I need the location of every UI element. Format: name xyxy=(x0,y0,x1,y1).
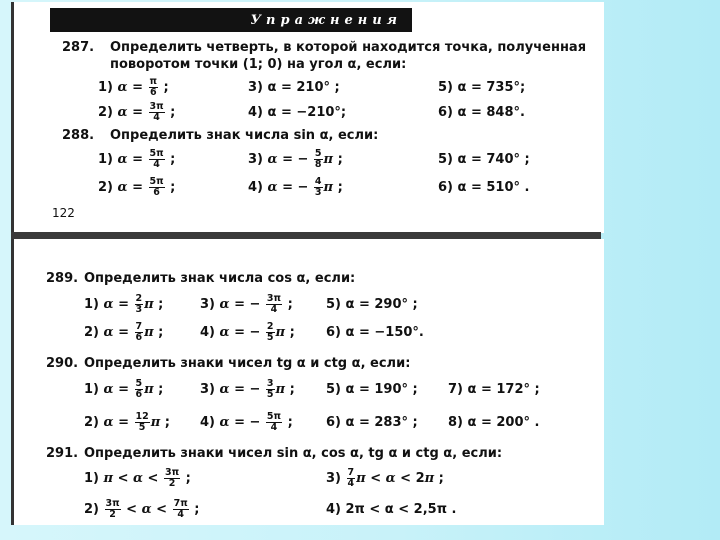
exercise-number: 288. xyxy=(62,128,95,143)
exercise-291-title xyxy=(46,446,502,462)
exercise-number: 290. xyxy=(46,356,79,371)
ex290-item-8: 8) α = 200° . xyxy=(448,414,540,430)
page-number: 122 xyxy=(52,206,75,220)
ex291-item-3: 3) $\frac{7}{4}$ π < α < 2 π ; xyxy=(326,466,444,489)
exercise-text: Определить четверть, в которой находится точка, полученная xyxy=(110,40,587,55)
exercise-290-title xyxy=(46,356,410,372)
ex289-item-3: 3) α = − $\frac{3\pi}{4}$ ; xyxy=(200,292,293,315)
exercise-text: поворотом точки (1; 0) на угол α, если: xyxy=(110,57,407,72)
ex288-item-3: 3) α = − $\frac{5}{8}$ π ; xyxy=(248,147,343,170)
ex289-item-1: 1) α = $\frac{2}{3}$ π ; xyxy=(84,292,164,315)
ex290-item-7: 7) α = 172° ; xyxy=(448,381,540,397)
section-title: Упражнения xyxy=(250,12,402,28)
ex288-item-5: 5) α = 740° ; xyxy=(438,151,530,167)
ex291-item-2: 2) $\frac{3\pi}{2}$ < α < $\frac{7\pi}{4}$ ; xyxy=(84,497,200,520)
ex290-item-4: 4) α = − $\frac{5\pi}{4}$ ; xyxy=(200,410,293,433)
exercise-text: Определить знак числа cos α, если: xyxy=(84,271,356,286)
exercise-287-title-cont xyxy=(110,57,406,73)
exercise-text: Определить знак числа sin α, если: xyxy=(110,128,379,143)
section-header xyxy=(50,8,412,32)
exercise-number: 291. xyxy=(46,446,79,461)
ex291-item-4: 4) 2π < α < 2,5π . xyxy=(326,501,457,517)
ex288-item-2: 2) α = $\frac{5\pi}{6}$ ; xyxy=(98,175,176,198)
ex287-item-6: 6) α = 848°. xyxy=(438,104,525,120)
ex290-item-1: 1) α = $\frac{5}{6}$ π ; xyxy=(84,377,164,400)
ex289-item-2: 2) α = $\frac{7}{6}$ π ; xyxy=(84,320,164,343)
ex287-item-2: 2) α = $\frac{3\pi}{4}$ ; xyxy=(98,100,176,123)
exercise-287-title xyxy=(62,40,586,56)
ex289-item-6: 6) α = −150°. xyxy=(326,324,424,340)
ex287-item-5: 5) α = 735°; xyxy=(438,79,526,95)
exercise-289-title xyxy=(46,271,355,287)
ex289-item-5: 5) α = 290° ; xyxy=(326,296,418,312)
ex287-item-3: 3) α = 210° ; xyxy=(248,79,340,95)
exercise-number: 287. xyxy=(62,40,95,55)
ex291-item-1: 1) π < α < $\frac{3\pi}{2}$ ; xyxy=(84,466,191,489)
ex287-item-1: 1) α = $\frac{\pi}{6}$ ; xyxy=(98,75,169,98)
ex287-item-4: 4) α = −210°; xyxy=(248,104,347,120)
exercise-number: 289. xyxy=(46,271,79,286)
ex290-item-3: 3) α = − $\frac{3}{5}$ π ; xyxy=(200,377,295,400)
ex290-item-5: 5) α = 190° ; xyxy=(326,381,418,397)
ex288-item-4: 4) α = − $\frac{4}{3}$ π ; xyxy=(248,175,343,198)
exercise-288-title xyxy=(62,128,378,144)
ex290-item-6: 6) α = 283° ; xyxy=(326,414,418,430)
ex289-item-4: 4) α = − $\frac{2}{5}$ π ; xyxy=(200,320,295,343)
exercise-text: Определить знаки чисел tg α и ctg α, если: xyxy=(84,356,411,371)
ex288-item-6: 6) α = 510° . xyxy=(438,179,530,195)
exercise-text: Определить знаки чисел sin α, cos α, tg α и ctg α, если: xyxy=(84,446,503,461)
ex288-item-1: 1) α = $\frac{5\pi}{4}$ ; xyxy=(98,147,176,170)
ex290-item-2: 2) α = $\frac{12}{5}$ π ; xyxy=(84,410,170,433)
